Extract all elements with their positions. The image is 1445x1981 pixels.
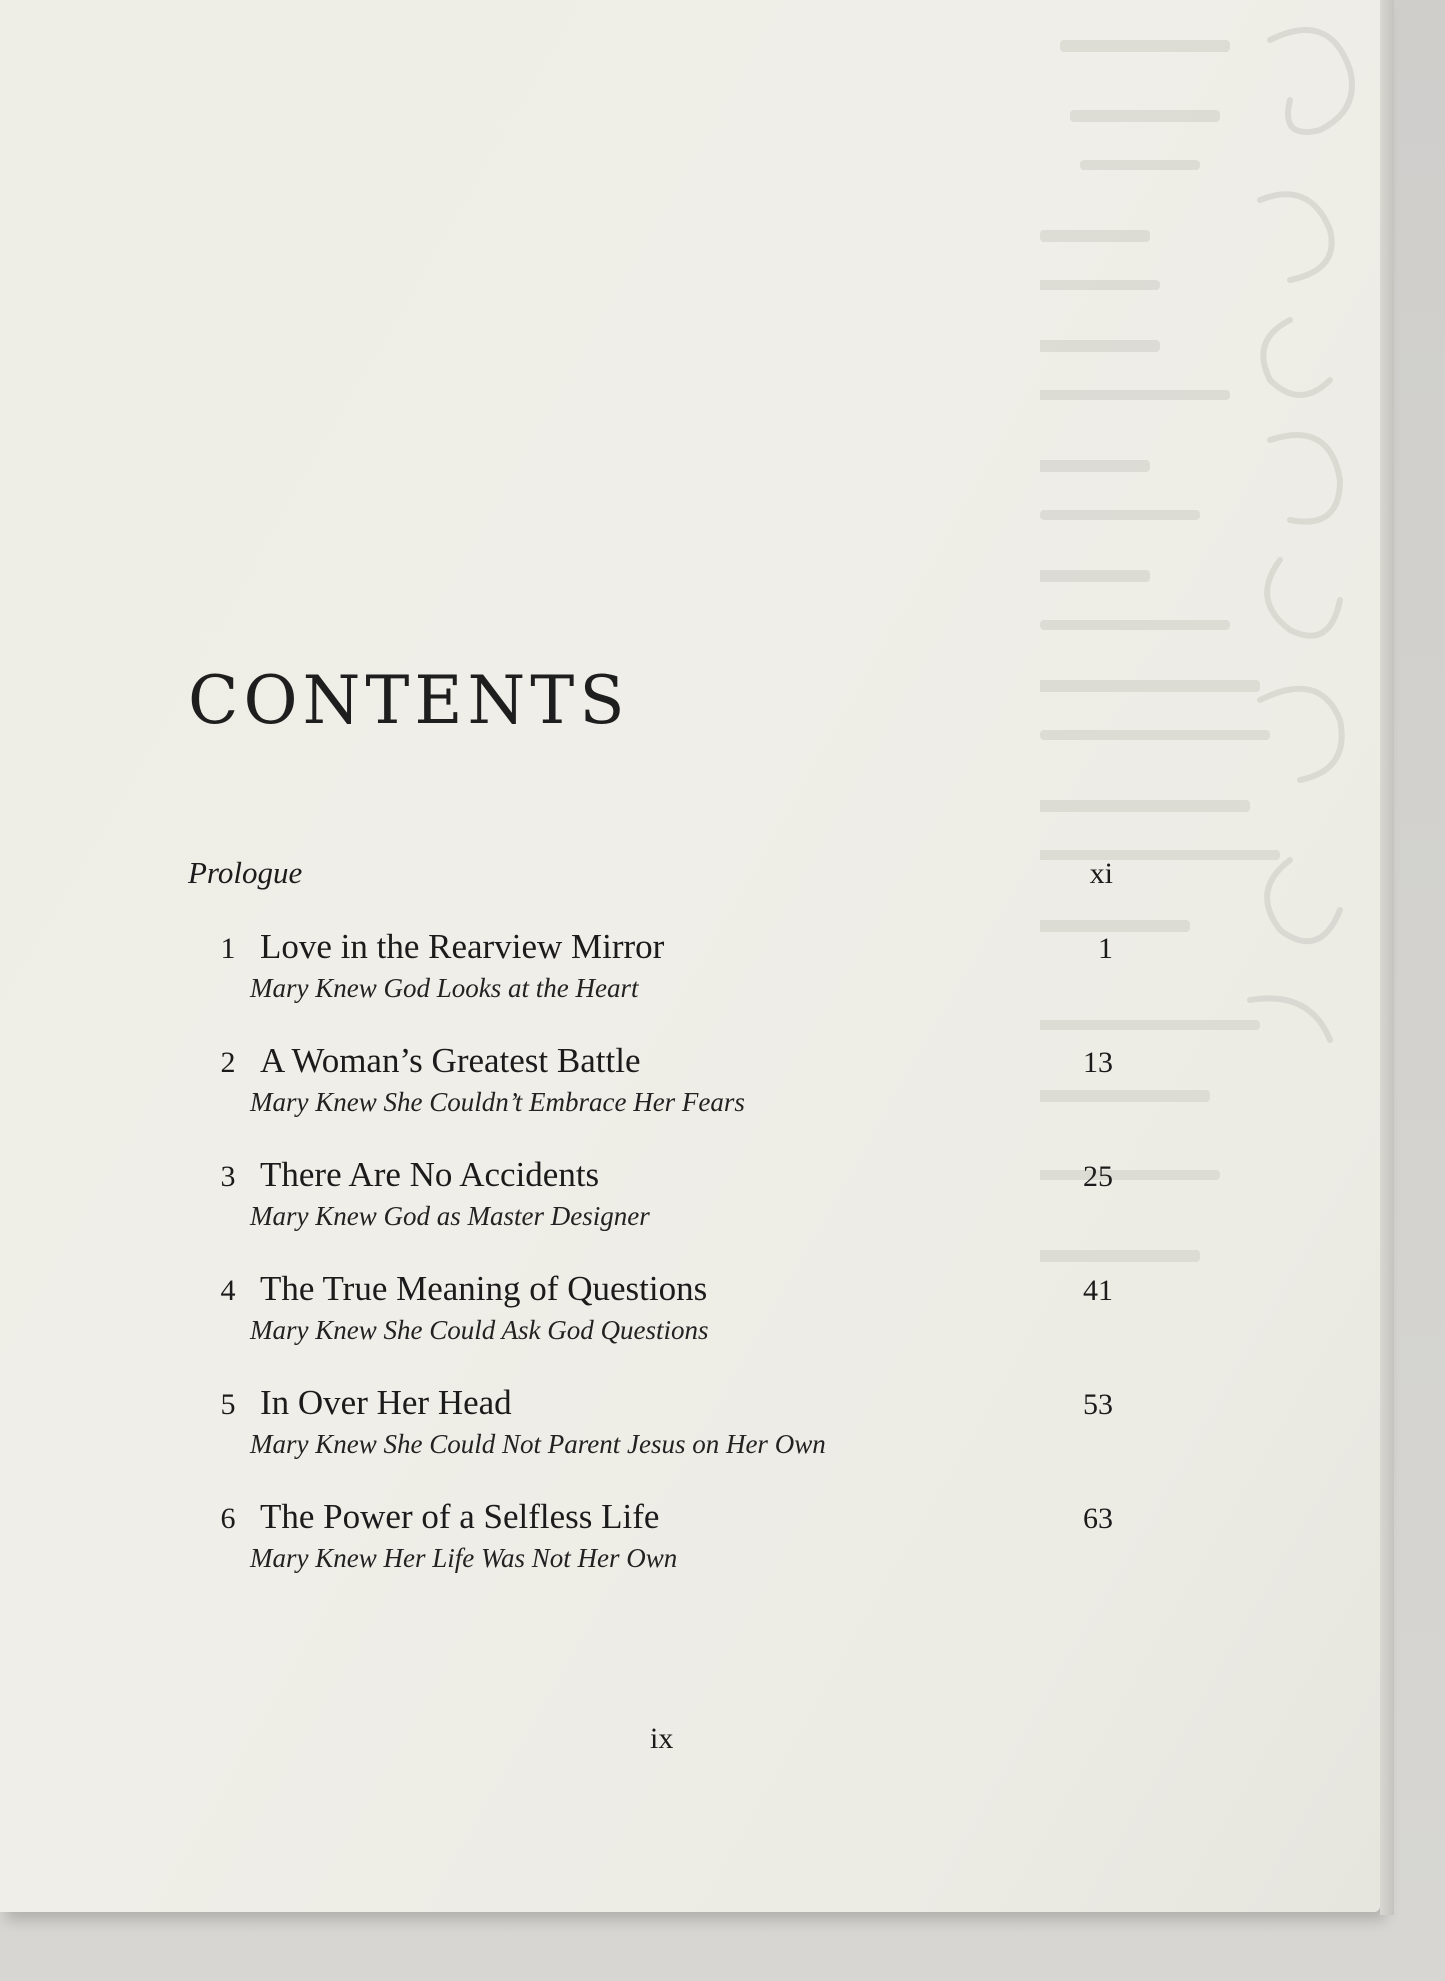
- chapter-page-number: 63: [1083, 1502, 1113, 1535]
- chapter-number: 5: [220, 1388, 236, 1421]
- chapter-subtitle: Mary Knew She Couldn’t Embrace Her Fears: [250, 1087, 745, 1117]
- chapter-subtitle: Mary Knew She Could Not Parent Jesus on Her Own: [250, 1429, 826, 1459]
- chapter-number: 4: [220, 1274, 236, 1307]
- chapter-number: 1: [220, 932, 236, 965]
- chapter-page-number: 53: [1083, 1388, 1113, 1421]
- chapter-title: In Over Her Head: [260, 1383, 512, 1422]
- toc-entry-prologue[interactable]: [188, 855, 1113, 927]
- chapter-page-number: 41: [1083, 1274, 1113, 1307]
- chapter-number: 2: [220, 1046, 236, 1079]
- chapter-page-number: 1: [1098, 932, 1113, 965]
- table-of-contents: [188, 855, 1113, 1611]
- chapter-number: 6: [220, 1502, 236, 1535]
- chapter-subtitle: Mary Knew God Looks at the Heart: [250, 973, 639, 1003]
- toc-entry-chapter-3[interactable]: [188, 1155, 1113, 1269]
- prologue-label: Prologue: [188, 855, 303, 890]
- toc-entry-chapter-6[interactable]: [188, 1497, 1113, 1611]
- chapter-title: The Power of a Selfless Life: [260, 1497, 660, 1536]
- prologue-page-number: xi: [1089, 857, 1113, 890]
- page-folio-number: ix: [650, 1722, 674, 1755]
- chapter-number: 3: [220, 1160, 236, 1193]
- page-edge-shadow: [1380, 0, 1394, 1915]
- chapter-page-number: 25: [1083, 1160, 1113, 1193]
- chapter-subtitle: Mary Knew God as Master Designer: [250, 1201, 650, 1231]
- toc-entry-chapter-2[interactable]: [188, 1041, 1113, 1155]
- floral-ornament-graphic: [1230, 0, 1380, 1700]
- chapter-title: Love in the Rearview Mirror: [260, 927, 665, 966]
- chapter-subtitle: Mary Knew She Could Ask God Questions: [250, 1315, 709, 1345]
- chapter-page-number: 13: [1083, 1046, 1113, 1079]
- toc-entry-chapter-1[interactable]: [188, 927, 1113, 1041]
- toc-entry-chapter-4[interactable]: [188, 1269, 1113, 1383]
- chapter-title: A Woman’s Greatest Battle: [260, 1041, 641, 1080]
- chapter-subtitle: Mary Knew Her Life Was Not Her Own: [250, 1543, 678, 1573]
- toc-entry-chapter-5[interactable]: [188, 1383, 1113, 1497]
- chapter-title: The True Meaning of Questions: [260, 1269, 708, 1308]
- contents-heading: CONTENTS: [188, 662, 630, 739]
- chapter-title: There Are No Accidents: [260, 1155, 600, 1194]
